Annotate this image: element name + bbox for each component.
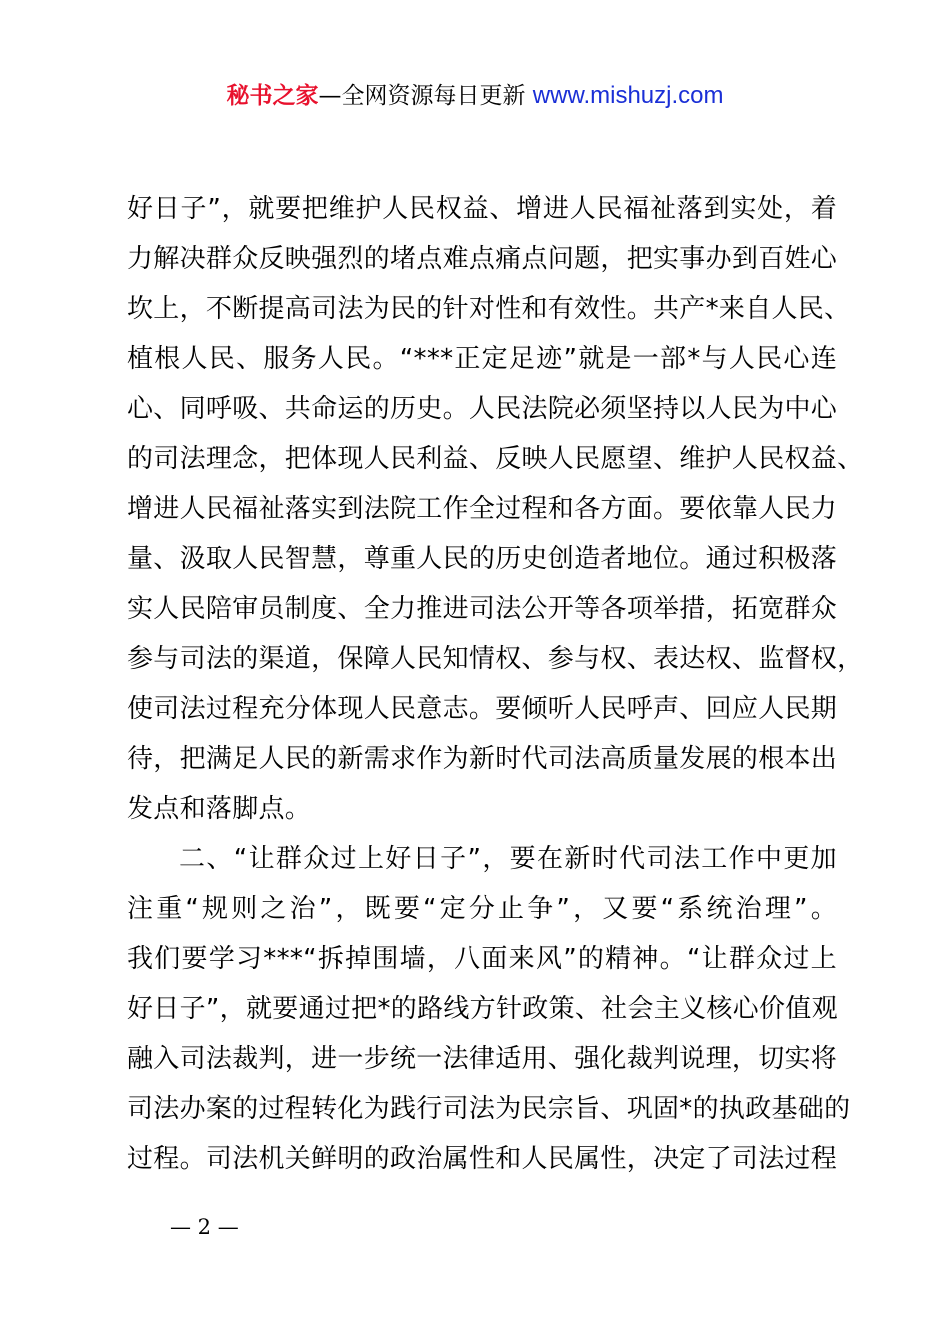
text-line: 的司法理念，把体现人民利益、反映人民愿望、维护人民权益、 <box>127 444 864 474</box>
text-line: 增进人民福祉落实到法院工作全过程和各方面。要依靠人民力 <box>127 494 838 524</box>
site-url-link[interactable]: www.mishuzj.com <box>532 82 724 109</box>
site-header <box>0 80 950 112</box>
text-line: 司法办案的过程转化为践行司法为民宗旨、巩固*的执政基础的 <box>127 1094 851 1124</box>
brand-name: 秘书之家 <box>226 83 319 109</box>
text-line: 融入司法裁判，进一步统一法律适用、强化裁判说理，切实将 <box>127 1044 838 1074</box>
header-tagline: —全网资源每日更新 <box>318 83 526 109</box>
page-number: — 2 — <box>170 1215 239 1239</box>
text-line: 好日子”，就要把维护人民权益、增进人民福祉落到实处，着 <box>127 194 837 224</box>
text-line-paragraph-end: 发点和落脚点。 <box>127 794 312 824</box>
text-line: 使司法过程充分体现人民意志。要倾听人民呼声、回应人民期 <box>127 694 838 724</box>
text-line: 量、汲取人民智慧，尊重人民的历史创造者地位。通过积极落 <box>127 544 838 574</box>
document-body <box>127 184 864 1184</box>
text-line: 待，把满足人民的新需求作为新时代司法高质量发展的根本出 <box>127 744 838 774</box>
text-line: 实人民陪审员制度、全力推进司法公开等各项举措，拓宽群众 <box>127 594 838 624</box>
text-line: 力解决群众反映强烈的堵点难点痛点问题，把实事办到百姓心 <box>127 244 838 274</box>
text-line: 参与司法的渠道，保障人民知情权、参与权、表达权、监督权， <box>127 644 864 674</box>
text-line: 坎上，不断提高司法为民的针对性和有效性。共产*来自人民、 <box>127 294 851 324</box>
text-line: 心、同呼吸、共命运的历史。人民法院必须坚持以人民为中心 <box>127 394 838 424</box>
text-line: 注重“规则之治”，既要“定分止争”，又要“系统治理”。 <box>127 894 837 924</box>
text-line: 植根人民、服务人民。“***正定足迹”就是一部*与人民心连 <box>127 344 837 374</box>
text-line-paragraph-start: 二、“让群众过上好日子”，要在新时代司法工作中更加 <box>179 844 837 874</box>
text-line: 过程。司法机关鲜明的政治属性和人民属性，决定了司法过程 <box>127 1144 838 1174</box>
text-line: 好日子”，就要通过把*的路线方针政策、社会主义核心价值观 <box>127 994 838 1024</box>
text-line: 我们要学习***“拆掉围墙，八面来风”的精神。“让群众过上 <box>127 944 837 974</box>
